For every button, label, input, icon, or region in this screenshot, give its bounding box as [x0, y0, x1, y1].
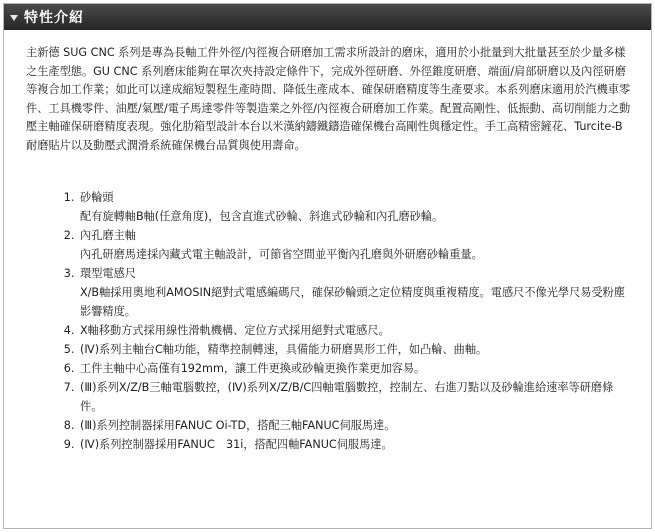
- section-title: 特性介紹: [24, 10, 84, 26]
- feature-list: [22, 188, 633, 454]
- feature-item: [78, 340, 633, 359]
- feature-title: 工件主軸中心高僅有192mm，讓工件更換或砂輪更換作業更加容易。: [80, 361, 426, 375]
- feature-description: X/B軸採用奧地利AMOSIN絕對式電感編碼尺，確保砂輪頭之定位精度與重複精度。電感尺不像光學尺易受粉塵影響精度。: [80, 285, 626, 318]
- feature-item: [78, 264, 633, 321]
- intro-paragraph: 主新德 SUG CNC 系列是專為長軸工件外徑/內徑複合研磨加工需求所設計的磨床，適用於小批量到大批量甚至於少量多樣之生產型態。GU CNC 系列磨床能夠在單次夾持設定條件下，完成外徑研磨、外徑錐度研磨、端面/肩部研磨以及內徑研磨等複合加工作業；如此可以達成縮短製程生產時間、降低生產成本、確保研磨精度等生產要求。本系列磨床適用於汽機車零件、工具機零件、油壓/氣壓/電子馬達零件等製造業之外徑/內徑複合研磨加工作業。配置高剛性、低振動、高切削能力之動壓主軸確保研磨精度表現。強化肋箱型設計本台以米漢納鑄鐵鑄造確保機台高剛性與穩定性。手工高精密鏟花、Turcite-B 耐磨貼片以及動壓式潤滑系統確保機台品質與使用壽命。: [26, 46, 631, 152]
- feature-title: 環型電感尺: [80, 266, 136, 280]
- feature-title: (Ⅳ)系列控制器採用FANUC 31i，搭配四軸FANUC伺服馬達。: [80, 437, 393, 451]
- section-content: [4, 30, 651, 454]
- feature-title: 內孔磨主軸: [80, 228, 136, 242]
- feature-panel: [3, 3, 652, 529]
- feature-description: 配有旋轉軸B軸(任意角度)，包含直進式砂輪、斜進式砂輪和內孔磨砂輪。: [80, 209, 444, 223]
- feature-title: X軸移動方式採用線性滑軌機構、定位方式採用絕對式電感尺。: [80, 323, 390, 337]
- feature-item: [78, 226, 633, 264]
- collapse-triangle-icon[interactable]: [10, 15, 18, 21]
- feature-description: 內孔研磨馬達採內藏式電主軸設計，可節省空間並平衡內孔磨與外研磨砂輪重量。: [80, 247, 483, 261]
- feature-title: (Ⅲ)系列X/Z/B三軸電腦數控，(Ⅳ)系列X/Z/B/C四軸電腦數控，控制左、右進刀點以及砂輪進給速率等研磨條件。: [80, 380, 614, 413]
- feature-item: [78, 359, 633, 378]
- feature-item: [78, 416, 633, 435]
- feature-item: [78, 378, 633, 416]
- feature-title: (Ⅲ)系列控制器採用FANUC Oi-TD，搭配三軸FANUC伺服馬達。: [80, 418, 396, 432]
- feature-title: 砂輪頭: [80, 190, 114, 204]
- section-header[interactable]: [4, 4, 651, 30]
- feature-item: [78, 435, 633, 454]
- feature-title: (Ⅳ)系列主軸台C軸功能，精準控制轉速，具備能力研磨異形工件，如凸輪、曲軸。: [80, 342, 488, 356]
- feature-item: [78, 321, 633, 340]
- feature-item: [78, 188, 633, 226]
